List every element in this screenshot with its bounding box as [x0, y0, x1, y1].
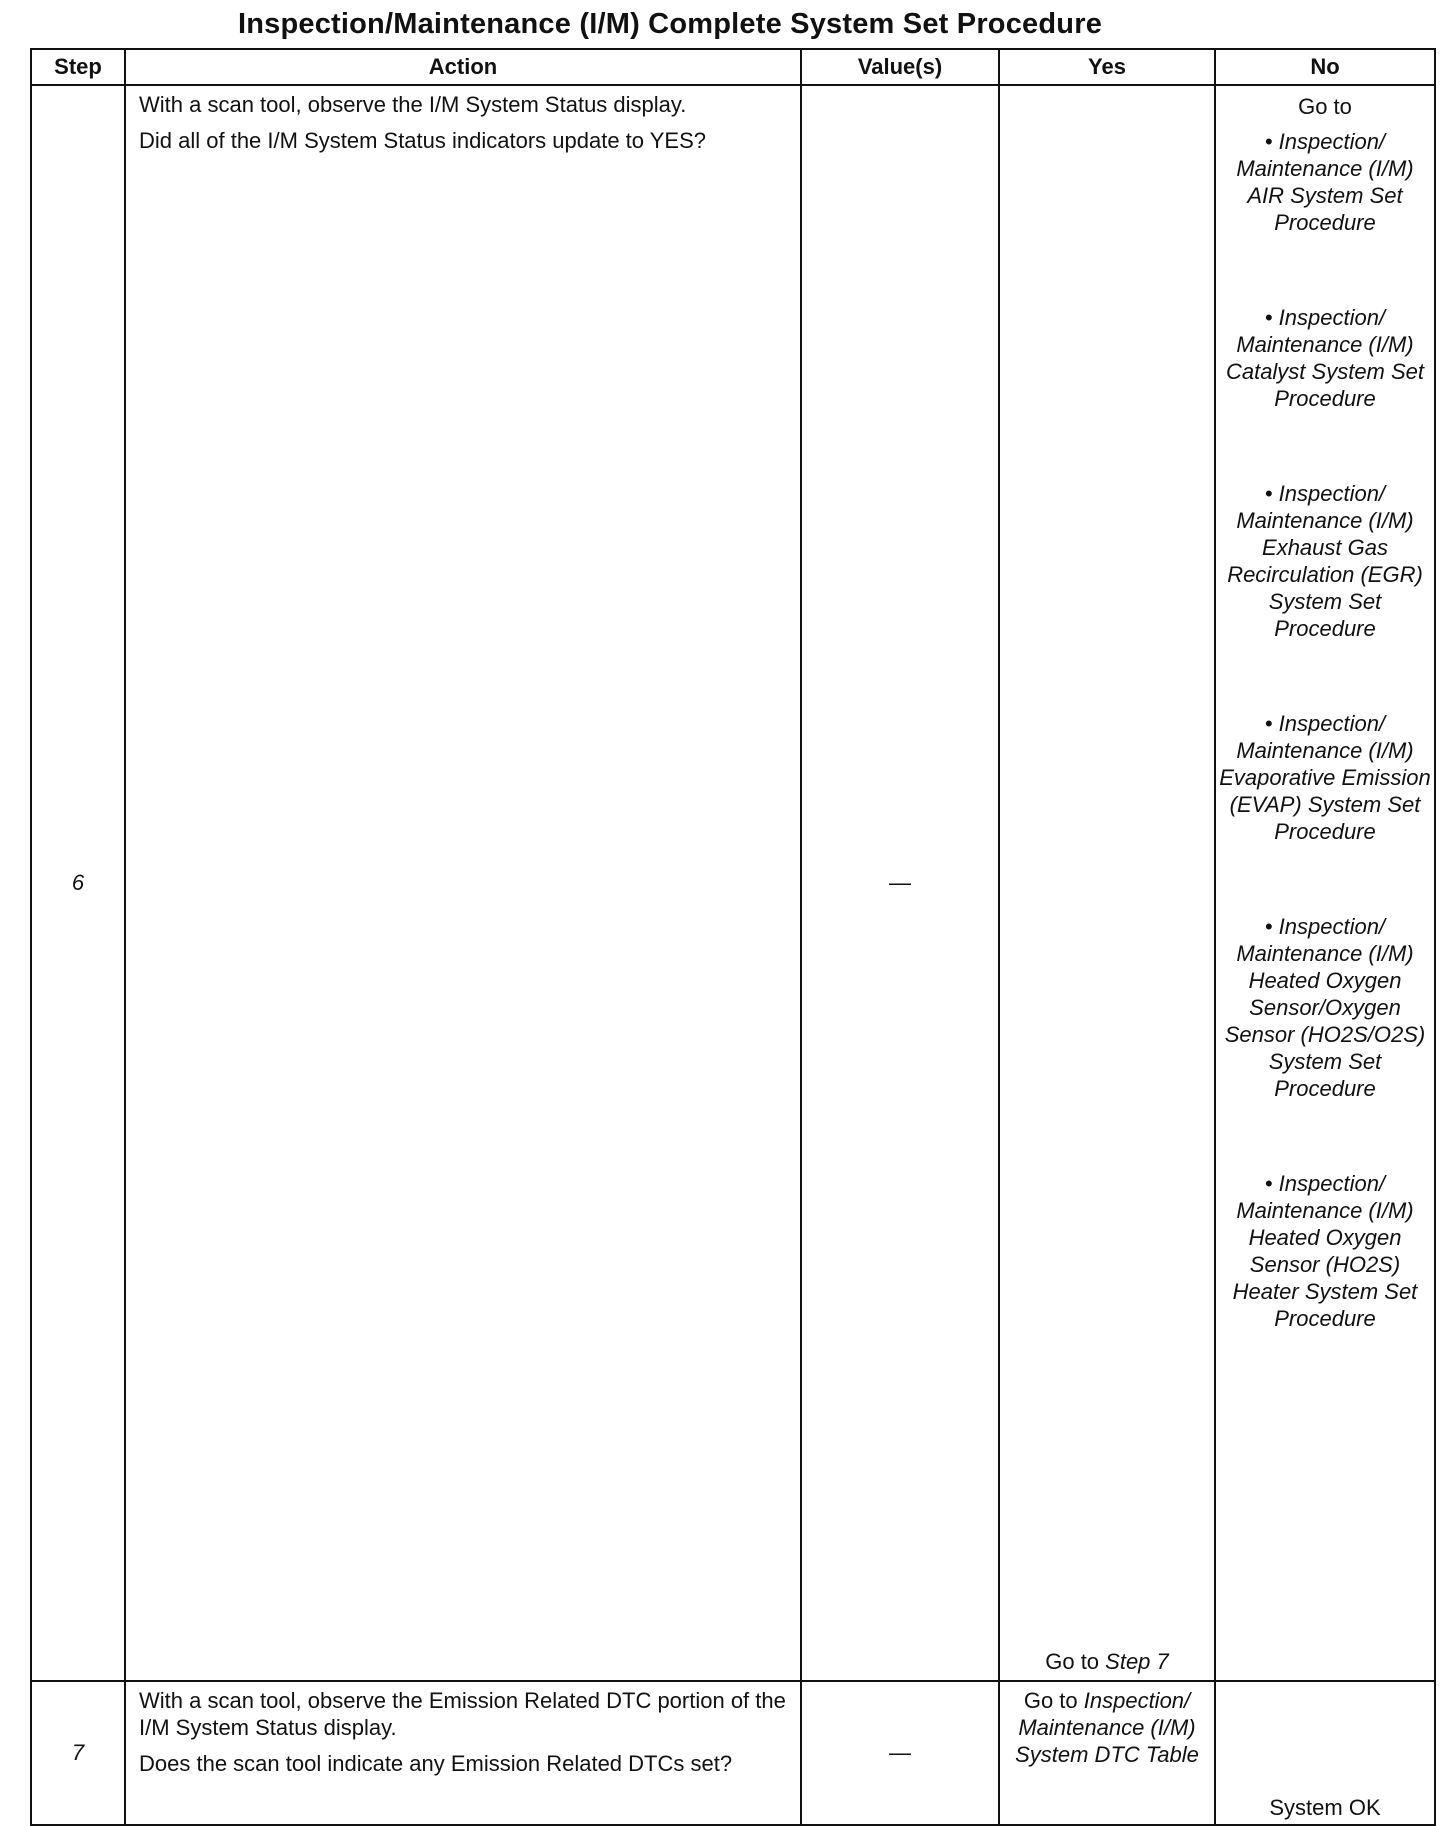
- action-question: Did all of the I/M System Status indicators update to YES?: [139, 128, 706, 153]
- header-step: Step: [31, 49, 125, 85]
- link-evap-procedure[interactable]: Inspection/ Maintenance (I/M) Evaporative Emission (EVAP) System Set Procedure: [1219, 711, 1431, 844]
- yes-goto: [1001, 1683, 1213, 1768]
- value-cell: —: [801, 85, 999, 1681]
- bullet-icon: •: [1264, 481, 1273, 506]
- yes-goto: [1001, 1649, 1213, 1675]
- dtc-table-link[interactable]: Inspection/ Maintenance (I/M) System DTC Table: [1015, 1688, 1199, 1767]
- no-cell: [1215, 85, 1435, 1681]
- link-catalyst-procedure[interactable]: Inspection/ Maintenance (I/M) Catalyst System Set Procedure: [1225, 305, 1425, 411]
- bullet-icon: •: [1264, 129, 1273, 154]
- link-ho2s-o2s-procedure[interactable]: Inspection/ Maintenance (I/M) Heated Oxygen Sensor/Oxygen Sensor (HO2S/O2S) System Set Procedure: [1224, 914, 1426, 1101]
- header-no: No: [1215, 49, 1435, 85]
- table-row-step-6: [31, 85, 1435, 1681]
- header-values: Value(s): [801, 49, 999, 85]
- list-item[interactable]: [1217, 480, 1433, 642]
- action-question: Does the scan tool indicate any Emission Related DTCs set?: [139, 1751, 733, 1776]
- list-item[interactable]: [1217, 913, 1433, 1102]
- action-cell: [125, 1681, 801, 1825]
- link-egr-procedure[interactable]: Inspection/ Maintenance (I/M) Exhaust Gas Recirculation (EGR) System Set Procedure: [1227, 481, 1423, 641]
- list-item[interactable]: [1217, 128, 1433, 236]
- action-cell: [125, 85, 801, 1681]
- action-instruction: With a scan tool, observe the Emission Related DTC portion of the I/M System Status display.: [139, 1688, 786, 1740]
- no-cell: [1215, 1681, 1435, 1825]
- yes-goto-prefix: Go to: [1023, 1688, 1084, 1713]
- link-air-procedure[interactable]: Inspection/ Maintenance (I/M) AIR System Set Procedure: [1236, 129, 1414, 235]
- bullet-icon: •: [1264, 711, 1273, 736]
- action-instruction: With a scan tool, observe the I/M System Status display.: [139, 92, 687, 117]
- step-number: 7: [31, 1681, 125, 1825]
- yes-goto-prefix: Go to: [1045, 1649, 1106, 1674]
- bullet-icon: •: [1264, 305, 1273, 330]
- goto-step-7-link[interactable]: Step 7: [1105, 1649, 1169, 1674]
- list-item[interactable]: [1217, 304, 1433, 412]
- system-ok-text: System OK: [1269, 1795, 1381, 1820]
- table-row-step-7: [31, 1681, 1435, 1825]
- link-ho2s-heater-procedure[interactable]: Inspection/ Maintenance (I/M) Heated Oxygen Sensor (HO2S) Heater System Set Procedure: [1232, 1171, 1418, 1331]
- header-action: Action: [125, 49, 801, 85]
- bullet-icon: •: [1264, 1171, 1273, 1196]
- value-cell: —: [801, 1681, 999, 1825]
- list-item[interactable]: [1217, 1170, 1433, 1332]
- procedure-link-list: [1217, 128, 1433, 1332]
- no-goto-intro: Go to: [1298, 94, 1352, 119]
- bullet-icon: •: [1264, 914, 1273, 939]
- procedure-table: [30, 48, 1436, 1826]
- header-row: [31, 49, 1435, 85]
- header-yes: Yes: [999, 49, 1215, 85]
- list-item[interactable]: [1217, 710, 1433, 845]
- yes-cell: [999, 85, 1215, 1681]
- yes-cell: [999, 1681, 1215, 1825]
- page-title: Inspection/Maintenance (I/M) Complete System Set Procedure: [237, 8, 1103, 40]
- step-number: 6: [31, 85, 125, 1681]
